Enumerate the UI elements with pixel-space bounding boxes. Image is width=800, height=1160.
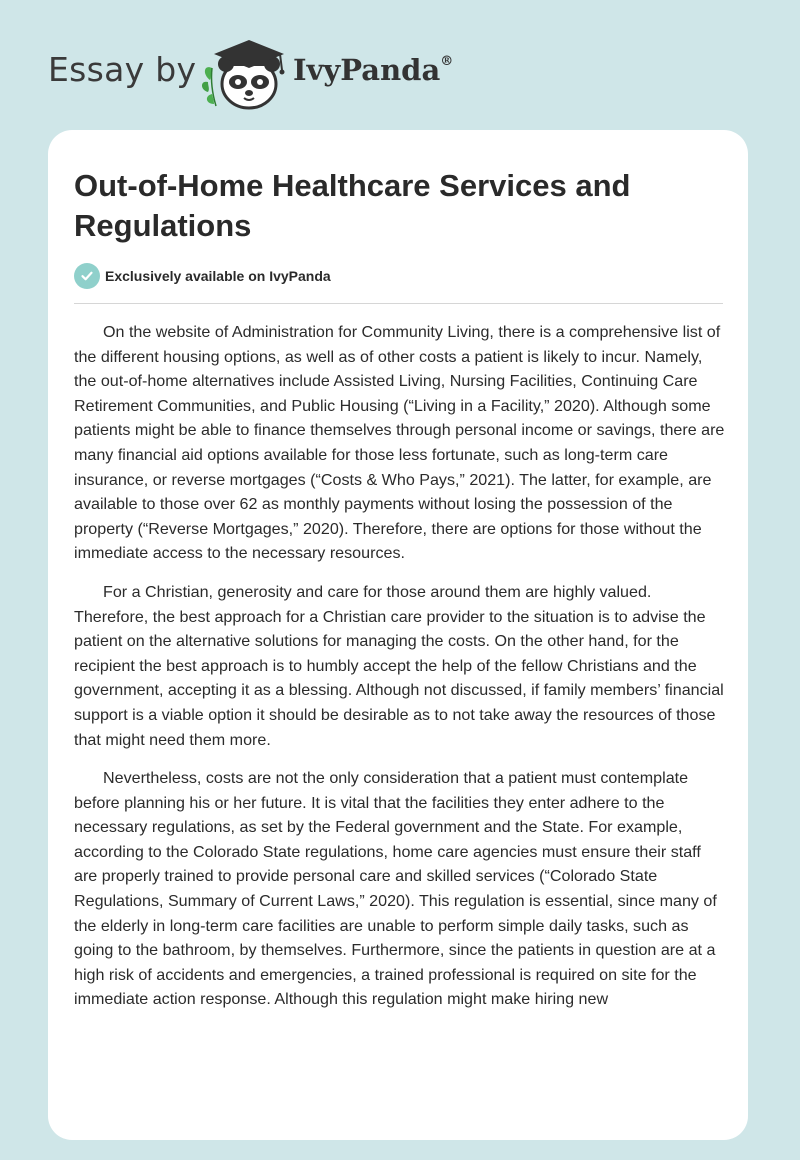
- page-title: Out-of-Home Healthcare Services and Regulations: [74, 168, 631, 243]
- exclusive-badge-label: Exclusively available on IvyPanda: [105, 268, 331, 284]
- brand-text: IvyPanda: [293, 53, 441, 87]
- title-divider: [74, 303, 723, 304]
- essay-by-label: Essay by: [48, 50, 197, 89]
- paragraph: For a Christian, generosity and care for those around them are highly valued. Therefore, the best approach for a Christian care provider to the situation is to advise the patient on the alternative solutions for managing the costs. On the other hand, for the recipient the best approach is to humbly accept the help of the fellow Christians and the government, accepting it as a blessing. Although not discussed, if family members’ financial support is a viable option it should be desirable as to not take away the resources of those that might need them more.: [74, 582, 724, 749]
- paragraph: Nevertheless, costs are not the only consideration that a patient must contemplate before planning his or her future. It is vital that the facilities they enter adhere to the necessary regulations, as set by the Federal government and the State. For example, according to the Colorado State regulations, home care agencies must ensure their staff are properly trained to provide personal care and skilled services (“Colorado State Regulations, Summary of Current Laws,” 2020). This regulation is essential, since many of the elderly in long-term care facilities are unable to perform simple daily tasks, such as going to the bathroom, by themselves. Furthermore, since the patients in question are at a high risk of accidents and emergencies, a trained professional is required on site for the immediate action response. Although this regulation might make hiring new: [74, 769, 717, 1009]
- page-header: [0, 0, 800, 130]
- panda-logo-icon[interactable]: [200, 34, 294, 112]
- registered-mark: ®: [440, 54, 454, 70]
- paragraph: On the website of Administration for Community Living, there is a comprehensive list of the different housing options, as well as of other costs a patient is likely to incur. Namely, the out-of-home alternatives include Assisted Living, Nursing Facilities, Continuing Care Retirement Communities, and Public Housing (“Living in a Facility,” 2020). Although some patients might be able to finance themselves through personal income or savings, there are many financial aid options available for those less fortunate, such as long-term care insurance, or reverse mortgages (“Costs & Who Pays,” 2021). The latter, for example, are available to those over 62 as monthly payments without losing the possession of the property (“Reverse Mortgages,” 2020). Therefore, there are options for those without the immediate access to the necessary resources.: [74, 323, 725, 563]
- essay-card: [48, 130, 748, 1140]
- exclusive-badge: [74, 262, 331, 290]
- check-icon: [74, 263, 100, 289]
- essay-body: [74, 320, 726, 1026]
- brand-name[interactable]: [293, 53, 453, 87]
